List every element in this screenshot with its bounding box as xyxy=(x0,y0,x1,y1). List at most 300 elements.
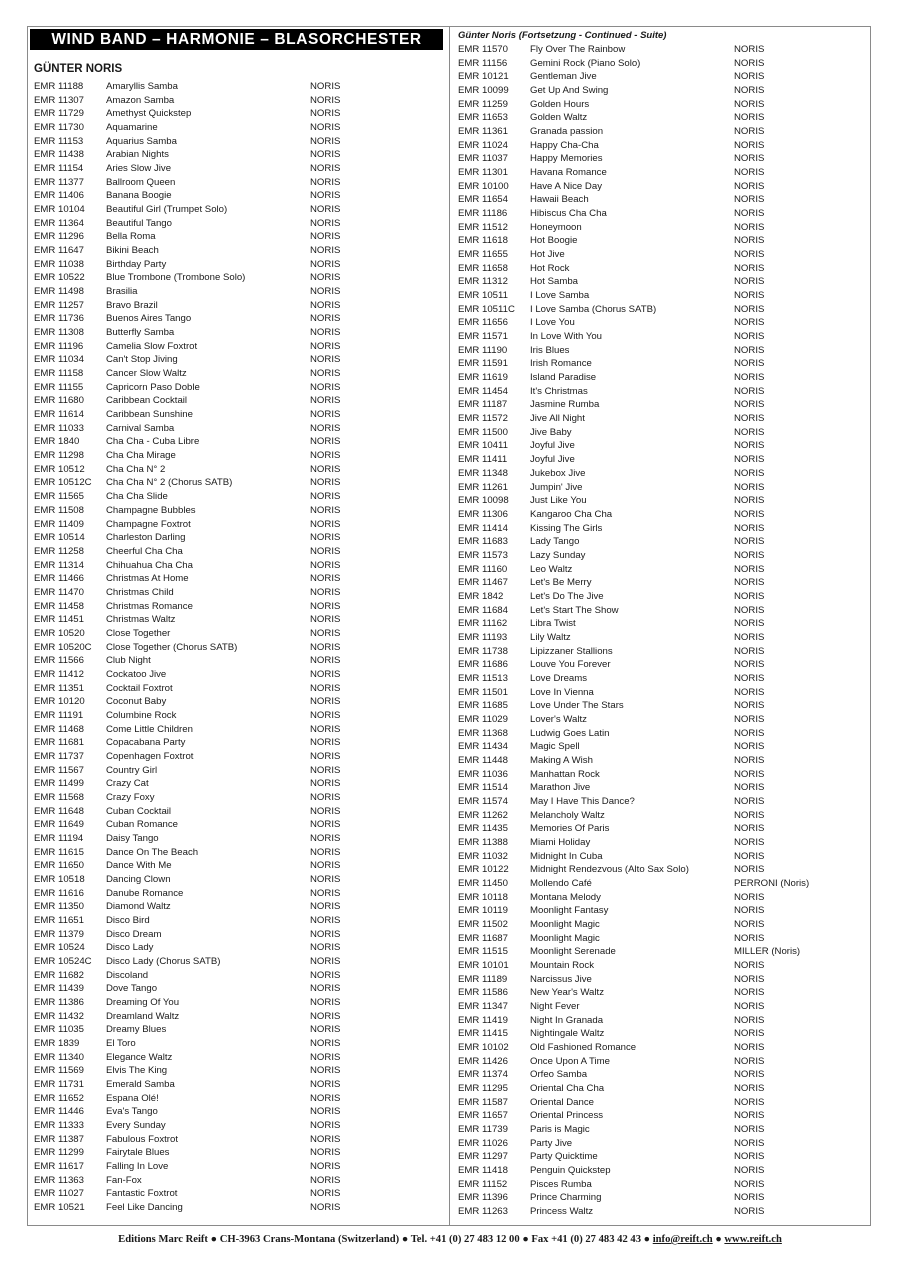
catalog-title-text: Disco Dream xyxy=(106,928,162,940)
catalog-row xyxy=(34,285,446,299)
catalog-code: EMR 11680 xyxy=(34,395,84,407)
catalog-title-text: Blue Trombone (Trombone Solo) xyxy=(106,272,246,284)
catalog-code: EMR 11467 xyxy=(458,577,508,589)
catalog-composer: NORIS xyxy=(734,57,765,69)
catalog-code: EMR 11737 xyxy=(34,750,84,762)
catalog-code: EMR 11374 xyxy=(458,1069,508,1081)
catalog-row xyxy=(458,412,868,426)
catalog-code: EMR 11419 xyxy=(458,1014,508,1026)
catalog-composer: NORIS xyxy=(310,381,341,393)
catalog-composer: NORIS xyxy=(310,1024,341,1036)
catalog-code: EMR 11686 xyxy=(458,659,508,671)
catalog-composer: NORIS xyxy=(310,81,341,92)
catalog-code: EMR 11617 xyxy=(34,1161,84,1173)
catalog-row xyxy=(458,371,868,385)
catalog-row xyxy=(458,973,868,987)
catalog-row xyxy=(458,836,868,850)
catalog-code: EMR 11616 xyxy=(34,887,84,899)
catalog-row xyxy=(458,904,868,918)
catalog-code: EMR 11361 xyxy=(458,126,508,138)
catalog-composer: NORIS xyxy=(310,914,341,926)
catalog-row xyxy=(458,1096,868,1110)
catalog-title-text: Cuban Cocktail xyxy=(106,805,172,817)
catalog-code: EMR 11435 xyxy=(458,823,508,835)
catalog-title-text: Carnival Samba xyxy=(106,422,175,434)
catalog-title-text: Fan-Fox xyxy=(106,1174,142,1186)
catalog-row xyxy=(34,887,446,901)
catalog-composer: NORIS xyxy=(310,682,341,694)
catalog-row xyxy=(34,490,446,504)
catalog-row xyxy=(458,809,868,823)
catalog-composer: NORIS xyxy=(734,467,765,479)
catalog-code: EMR 11648 xyxy=(34,805,84,817)
catalog-composer: NORIS xyxy=(310,176,341,188)
catalog-title-text: Oriental Cha Cha xyxy=(530,1083,605,1095)
catalog-title-text: Let's Start The Show xyxy=(530,604,619,616)
catalog-composer: NORIS xyxy=(310,217,341,229)
catalog-title-text: Dance On The Beach xyxy=(106,846,199,858)
catalog-row xyxy=(34,258,446,272)
catalog-composer: NORIS xyxy=(734,317,765,329)
catalog-title-text: Feel Like Dancing xyxy=(106,1202,183,1214)
catalog-composer: NORIS xyxy=(310,532,341,544)
catalog-title-text: Granada passion xyxy=(530,126,604,138)
catalog-title-text: Leo Waltz xyxy=(530,563,573,575)
catalog-code: EMR 10121 xyxy=(458,71,509,83)
catalog-composer: NORIS xyxy=(310,1147,341,1159)
catalog-code: EMR 11409 xyxy=(34,518,84,530)
column-divider xyxy=(449,26,450,1226)
catalog-row xyxy=(458,166,868,180)
catalog-title-text: Hot Jive xyxy=(530,249,565,261)
catalog-row xyxy=(458,727,868,741)
catalog-title-text: Aries Slow Jive xyxy=(106,163,172,175)
catalog-composer: NORIS xyxy=(310,1065,341,1077)
catalog-code: EMR 11450 xyxy=(458,877,508,889)
catalog-title-text: Fabulous Foxtrot xyxy=(106,1133,178,1145)
catalog-row xyxy=(34,709,446,723)
catalog-composer: NORIS xyxy=(734,167,765,179)
footer-separator: ● xyxy=(210,1234,218,1245)
catalog-code: EMR 11736 xyxy=(34,313,84,325)
catalog-code: EMR 11567 xyxy=(34,764,84,776)
catalog-row xyxy=(458,289,868,303)
catalog-row xyxy=(34,846,446,860)
catalog-code: EMR 11432 xyxy=(34,1010,84,1022)
catalog-code: EMR 11312 xyxy=(458,276,508,288)
catalog-composer: MILLER (Noris) xyxy=(734,946,801,958)
catalog-title: WIND BAND – HARMONIE – BLASORCHESTER xyxy=(30,29,443,50)
catalog-title-text: Joyful Jive xyxy=(530,454,575,466)
catalog-row xyxy=(34,859,446,873)
catalog-title-text: Danube Romance xyxy=(106,887,184,899)
catalog-composer: NORIS xyxy=(310,1051,341,1063)
catalog-row xyxy=(458,522,868,536)
catalog-row xyxy=(34,1187,446,1201)
catalog-row xyxy=(458,781,868,795)
catalog-code: EMR 11026 xyxy=(458,1137,508,1149)
catalog-row xyxy=(34,244,446,258)
catalog-title-text: Narcissus Jive xyxy=(530,973,592,985)
catalog-title-text: Cocktail Foxtrot xyxy=(106,682,173,694)
catalog-code: EMR 11414 xyxy=(458,522,508,534)
catalog-title-text: Moonlight Serenade xyxy=(530,946,616,958)
catalog-composer: NORIS xyxy=(310,737,341,749)
catalog-composer: NORIS xyxy=(734,631,765,643)
catalog-composer: NORIS xyxy=(310,1092,341,1104)
catalog-code: EMR 11508 xyxy=(34,504,84,516)
catalog-composer: NORIS xyxy=(734,782,765,794)
catalog-row xyxy=(458,262,868,276)
catalog-title-text: Arabian Nights xyxy=(106,149,169,161)
catalog-composer: NORIS xyxy=(734,454,765,466)
catalog-composer: NORIS xyxy=(310,149,341,161)
catalog-column-left xyxy=(34,80,446,1215)
catalog-row xyxy=(34,723,446,737)
catalog-title-text: Discoland xyxy=(106,969,149,981)
catalog-code: EMR 11368 xyxy=(458,727,508,739)
catalog-title-text: Close Together (Chorus SATB) xyxy=(106,641,238,653)
catalog-row xyxy=(34,394,446,408)
catalog-code: EMR 11347 xyxy=(458,1001,508,1013)
catalog-row xyxy=(458,453,868,467)
catalog-title-text: May I Have This Dance? xyxy=(530,795,635,807)
catalog-code: EMR 11261 xyxy=(458,481,508,493)
catalog-code: EMR 10102 xyxy=(458,1042,509,1054)
catalog-row xyxy=(34,271,446,285)
catalog-code: EMR 11036 xyxy=(458,768,508,780)
catalog-composer: NORIS xyxy=(734,932,765,944)
catalog-row xyxy=(458,508,868,522)
catalog-code: EMR 11364 xyxy=(34,217,84,229)
catalog-composer: NORIS xyxy=(310,655,341,667)
catalog-code: EMR 11682 xyxy=(34,969,84,981)
catalog-code: EMR 11257 xyxy=(34,299,84,311)
catalog-row xyxy=(34,94,446,108)
catalog-title-text: Happy Cha-Cha xyxy=(530,139,599,151)
catalog-code: EMR 11186 xyxy=(458,208,508,220)
catalog-title-text: Cha Cha - Cuba Libre xyxy=(106,436,200,448)
catalog-title-text: Dancing Clown xyxy=(106,873,171,885)
catalog-composer: NORIS xyxy=(310,354,341,366)
catalog-title-text: I Love Samba xyxy=(530,290,590,302)
catalog-code: EMR 11379 xyxy=(34,928,84,940)
catalog-composer: NORIS xyxy=(310,327,341,339)
catalog-composer: NORIS xyxy=(734,399,765,411)
footer-email-link[interactable]: info@reift.ch xyxy=(652,1234,713,1245)
catalog-code: EMR 11498 xyxy=(34,286,84,298)
catalog-title-text: Lover's Waltz xyxy=(530,713,587,725)
catalog-composer: NORIS xyxy=(310,122,341,134)
catalog-title-text: Beautiful Tango xyxy=(106,217,172,229)
catalog-row xyxy=(458,1041,868,1055)
catalog-code: EMR 11738 xyxy=(458,645,508,657)
catalog-code: EMR 11024 xyxy=(458,139,508,151)
catalog-title-text: Party Quicktime xyxy=(530,1151,598,1163)
catalog-title-text: Midnight Rendezvous (Alto Sax Solo) xyxy=(530,864,689,876)
catalog-title-text: Champagne Bubbles xyxy=(106,504,196,516)
catalog-title-text: Nightingale Waltz xyxy=(530,1028,605,1040)
catalog-row xyxy=(34,203,446,217)
catalog-code: EMR 11187 xyxy=(458,399,508,411)
footer-publisher: Editions Marc Reift xyxy=(118,1234,208,1245)
catalog-code: EMR 11415 xyxy=(458,1028,508,1040)
catalog-title-text: Daisy Tango xyxy=(106,832,159,844)
catalog-composer: NORIS xyxy=(310,94,341,106)
catalog-row xyxy=(34,135,446,149)
catalog-code: EMR 10524C xyxy=(34,956,92,967)
catalog-title-text: Bravo Brazil xyxy=(106,299,158,311)
catalog-composer: NORIS xyxy=(310,696,341,708)
catalog-composer: NORIS xyxy=(310,313,341,325)
catalog-code: EMR 11035 xyxy=(34,1024,84,1036)
catalog-composer: NORIS xyxy=(310,942,341,954)
catalog-code: EMR 11731 xyxy=(34,1079,84,1091)
catalog-composer: NORIS xyxy=(734,221,765,233)
catalog-row xyxy=(458,1109,868,1123)
catalog-row xyxy=(34,668,446,682)
catalog-row xyxy=(34,900,446,914)
catalog-composer: NORIS xyxy=(734,153,765,165)
catalog-row xyxy=(34,955,446,969)
catalog-composer: NORIS xyxy=(734,1055,765,1067)
catalog-row xyxy=(458,275,868,289)
catalog-title-text: Caribbean Cocktail xyxy=(106,395,188,407)
catalog-row xyxy=(458,645,868,659)
catalog-row xyxy=(458,152,868,166)
catalog-title-text: Cancer Slow Waltz xyxy=(106,368,187,380)
catalog-composer: NORIS xyxy=(734,358,765,370)
catalog-composer: NORIS xyxy=(734,1206,765,1218)
catalog-row xyxy=(34,1010,446,1024)
catalog-row xyxy=(458,1205,868,1219)
catalog-code: EMR 11468 xyxy=(34,723,84,735)
catalog-composer: NORIS xyxy=(310,545,341,557)
catalog-title-text: Cuban Romance xyxy=(106,819,178,831)
catalog-composer: NORIS xyxy=(310,641,341,653)
catalog-code: EMR 11190 xyxy=(458,344,508,356)
catalog-code: EMR 10100 xyxy=(458,180,509,192)
catalog-composer: NORIS xyxy=(734,85,765,97)
catalog-title-text: Emerald Samba xyxy=(106,1079,175,1091)
catalog-code: EMR 11439 xyxy=(34,983,84,995)
catalog-code: EMR 11155 xyxy=(34,381,84,393)
catalog-row xyxy=(458,918,868,932)
catalog-row xyxy=(34,80,446,94)
catalog-composer: NORIS xyxy=(734,290,765,302)
catalog-title-text: Cha Cha N° 2 (Chorus SATB) xyxy=(106,477,233,489)
catalog-code: EMR 10120 xyxy=(34,696,85,708)
catalog-column-right xyxy=(458,43,868,1219)
catalog-title-text: Mollendo Café xyxy=(530,877,592,889)
catalog-title-text: Jukebox Jive xyxy=(530,467,586,479)
catalog-code: EMR 11502 xyxy=(458,919,508,930)
catalog-code: EMR 11570 xyxy=(458,44,508,55)
catalog-title-text: Joyful Jive xyxy=(530,440,575,452)
catalog-row xyxy=(34,1064,446,1078)
catalog-composer: PERRONI (Noris) xyxy=(734,877,810,889)
catalog-title-text: Hawaii Beach xyxy=(530,194,589,206)
catalog-composer: NORIS xyxy=(734,960,765,972)
catalog-row xyxy=(34,435,446,449)
catalog-title-text: New Year's Waltz xyxy=(530,987,604,999)
catalog-composer: NORIS xyxy=(310,477,341,489)
catalog-row xyxy=(458,43,868,57)
catalog-title-text: Old Fashioned Romance xyxy=(530,1042,637,1054)
catalog-composer: NORIS xyxy=(310,422,341,434)
catalog-title-text: Chihuahua Cha Cha xyxy=(106,559,193,571)
catalog-title-text: Christmas Romance xyxy=(106,600,193,612)
catalog-title-text: Oriental Princess xyxy=(530,1110,604,1122)
catalog-composer: NORIS xyxy=(734,590,765,602)
catalog-code: EMR 11259 xyxy=(458,98,508,110)
catalog-code: EMR 10521 xyxy=(34,1202,85,1214)
catalog-title-text: Caribbean Sunshine xyxy=(106,409,193,421)
catalog-title-text: Amaryllis Samba xyxy=(106,81,178,92)
catalog-row xyxy=(34,1105,446,1119)
catalog-title-text: Moonlight Magic xyxy=(530,932,600,944)
catalog-row xyxy=(458,70,868,84)
catalog-title-text: Get Up And Swing xyxy=(530,85,609,97)
catalog-composer: NORIS xyxy=(310,819,341,831)
catalog-composer: NORIS xyxy=(734,563,765,575)
catalog-row xyxy=(458,617,868,631)
catalog-composer: NORIS xyxy=(310,340,341,352)
catalog-code: EMR 11351 xyxy=(34,682,84,694)
catalog-code: EMR 11615 xyxy=(34,846,84,858)
catalog-code: EMR 11412 xyxy=(34,668,84,680)
catalog-code: EMR 11411 xyxy=(458,454,508,466)
catalog-row xyxy=(34,1146,446,1160)
catalog-title-text: Cockatoo Jive xyxy=(106,668,167,680)
catalog-title-text: Memories Of Paris xyxy=(530,823,610,835)
catalog-row xyxy=(458,207,868,221)
catalog-code: EMR 11651 xyxy=(34,914,84,926)
catalog-composer: NORIS xyxy=(734,331,765,343)
catalog-row xyxy=(458,549,868,563)
catalog-code: EMR 10118 xyxy=(458,891,508,903)
catalog-composer: NORIS xyxy=(310,1106,341,1118)
catalog-composer: NORIS xyxy=(734,713,765,725)
catalog-composer: NORIS xyxy=(310,286,341,298)
catalog-code: EMR 11574 xyxy=(458,795,508,807)
catalog-title-text: Cha Cha Slide xyxy=(106,491,168,503)
catalog-row xyxy=(458,699,868,713)
catalog-code: EMR 10512 xyxy=(34,463,85,475)
catalog-title-text: Lily Waltz xyxy=(530,631,571,643)
catalog-row xyxy=(458,303,868,317)
catalog-composer: NORIS xyxy=(734,1083,765,1095)
catalog-composer: NORIS xyxy=(310,573,341,585)
catalog-title-text: Honeymoon xyxy=(530,221,582,233)
catalog-title-text: Ballroom Queen xyxy=(106,176,176,188)
catalog-composer: NORIS xyxy=(734,1110,765,1122)
catalog-title-text: Bikini Beach xyxy=(106,245,159,257)
catalog-composer: NORIS xyxy=(734,686,765,698)
catalog-row xyxy=(458,863,868,877)
catalog-row xyxy=(34,340,446,354)
catalog-code: EMR 11446 xyxy=(34,1106,84,1118)
catalog-code: EMR 10098 xyxy=(458,495,509,507)
catalog-row xyxy=(458,986,868,1000)
catalog-row xyxy=(458,1055,868,1069)
catalog-composer: NORIS xyxy=(734,194,765,206)
catalog-composer: NORIS xyxy=(310,245,341,257)
catalog-composer: NORIS xyxy=(734,536,765,548)
catalog-code: EMR 11614 xyxy=(34,409,84,421)
catalog-code: EMR 11426 xyxy=(458,1055,508,1067)
catalog-row xyxy=(458,180,868,194)
catalog-row xyxy=(458,754,868,768)
catalog-composer: NORIS xyxy=(310,846,341,858)
catalog-title-text: Montana Melody xyxy=(530,891,601,903)
footer-web-link[interactable]: www.reift.ch xyxy=(724,1234,782,1245)
catalog-code: EMR 11730 xyxy=(34,122,84,134)
catalog-row xyxy=(458,604,868,618)
catalog-title-text: Falling In Love xyxy=(106,1161,169,1173)
catalog-title-text: Hot Samba xyxy=(530,276,578,288)
catalog-title-text: Princess Waltz xyxy=(530,1206,594,1218)
catalog-composer: NORIS xyxy=(734,249,765,261)
catalog-composer: NORIS xyxy=(734,426,765,438)
catalog-title-text: Camelia Slow Foxtrot xyxy=(106,340,198,352)
catalog-code: EMR 11571 xyxy=(458,331,508,343)
footer-separator: ● xyxy=(715,1234,722,1245)
catalog-title-text: Midnight In Cuba xyxy=(530,850,603,862)
catalog-title-text: Gentleman Jive xyxy=(530,71,597,83)
catalog-composer: NORIS xyxy=(310,928,341,940)
catalog-title-text: Capricorn Paso Doble xyxy=(106,381,200,393)
catalog-row xyxy=(34,367,446,381)
catalog-title-text: Island Paradise xyxy=(530,372,597,384)
catalog-title-text: Have A Nice Day xyxy=(530,180,602,192)
catalog-title-text: I Love Samba (Chorus SATB) xyxy=(530,303,657,315)
catalog-row xyxy=(458,1000,868,1014)
catalog-title-text: Moonlight Fantasy xyxy=(530,905,609,917)
catalog-title-text: Buenos Aires Tango xyxy=(106,313,192,325)
catalog-code: EMR 10520 xyxy=(34,627,85,639)
catalog-title-text: Night In Granada xyxy=(530,1014,604,1026)
catalog-code: EMR 11189 xyxy=(458,973,508,985)
catalog-title-text: Let's Do The Jive xyxy=(530,590,604,602)
catalog-title-text: Jive All Night xyxy=(530,413,585,425)
catalog-row xyxy=(458,494,868,508)
catalog-composer: NORIS xyxy=(310,627,341,639)
catalog-title-text: Disco Lady xyxy=(106,942,154,954)
catalog-code: EMR 1839 xyxy=(34,1038,80,1050)
catalog-title-text: Miami Holiday xyxy=(530,836,591,848)
catalog-title-text: Elegance Waltz xyxy=(106,1051,173,1063)
catalog-composer: NORIS xyxy=(734,795,765,807)
catalog-composer: NORIS xyxy=(310,901,341,913)
catalog-row xyxy=(458,1082,868,1096)
catalog-row xyxy=(458,1123,868,1137)
catalog-title-text: I Love You xyxy=(530,317,575,329)
catalog-row xyxy=(458,248,868,262)
catalog-row xyxy=(458,822,868,836)
catalog-title-text: Hibiscus Cha Cha xyxy=(530,208,607,220)
catalog-code: EMR 11034 xyxy=(34,354,84,366)
catalog-code: EMR 11514 xyxy=(458,782,508,794)
catalog-code: EMR 11162 xyxy=(458,618,508,630)
catalog-composer: NORIS xyxy=(734,276,765,288)
catalog-row xyxy=(34,818,446,832)
catalog-composer: NORIS xyxy=(734,1042,765,1054)
catalog-composer: NORIS xyxy=(734,754,765,766)
catalog-composer: NORIS xyxy=(734,1096,765,1108)
catalog-code: EMR 10119 xyxy=(458,905,508,917)
catalog-row xyxy=(458,57,868,71)
